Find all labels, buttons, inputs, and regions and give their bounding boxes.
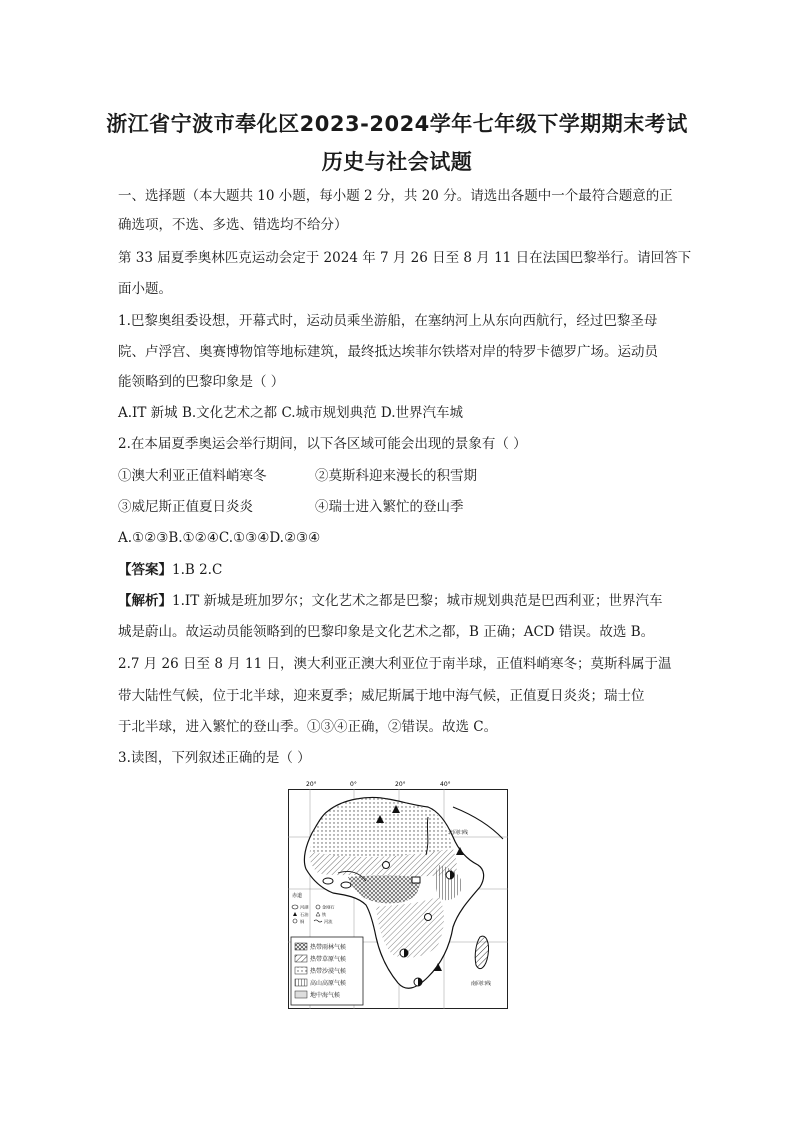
- copper-icon: [412, 877, 420, 883]
- q1-options: A.IT 新城 B.文化艺术之都 C.城市规划典范 D.世界汽车城: [118, 405, 464, 421]
- section-heading-line1: 一、选择题（本大题共 10 小题，每小题 2 分，共 20 分。请选出各题中一个最符合题意的正: [118, 188, 673, 204]
- material-line1: 第 33 届夏季奥林匹克运动会定于 2024 年 7 月 26 日至 8 月 11 日在法国巴黎举行。请回答下: [118, 250, 692, 266]
- africa-climate-map: [288, 777, 508, 1009]
- analysis-line3: 2.7 月 26 日至 8 月 11 日，澳大利亚正澳大利亚位于南半球，正值料峭寒冬；莫斯科属于温: [118, 656, 672, 672]
- analysis-line5: 于北半球，进入繁忙的登山季。①③④正确，②错误。故选 C。: [118, 719, 498, 735]
- q2-stem: 2.在本届夏季奥运会举行期间，以下各区域可能会出现的景象有（ ）: [118, 436, 527, 452]
- legend-iron: 铁: [322, 912, 327, 917]
- q2-options: A.①②③B.①②④C.①③④D.②③④: [118, 530, 321, 546]
- legend-copper: 铜: [300, 919, 305, 924]
- answer-label: 【答案】: [118, 562, 172, 578]
- lake-icon: [323, 878, 333, 884]
- lon-label-40e: 40°: [440, 781, 451, 788]
- legend-lake: 河湖: [300, 904, 309, 910]
- lon-label-20e: 20°: [395, 781, 406, 788]
- analysis-label: 【解析】: [118, 593, 172, 609]
- tropic-north-label: 北回归线: [448, 830, 469, 836]
- q1-line2: 院、卢浮宫、奥赛博物馆等地标建筑，最终抵达埃菲尔铁塔对岸的特罗卡德罗广场。运动员: [118, 344, 658, 360]
- page-title-line1: 浙江省宁波市奉化区2023-2024学年七年级下学期期末考试: [106, 112, 688, 136]
- analysis-line4: 带大陆性气候，位于北半球，迎来夏季；威尼斯属于地中海气候，正值夏日炎炎；瑞士位: [118, 688, 645, 704]
- q2-item1: ①澳大利亚正值料峭寒冬: [118, 468, 267, 484]
- answer-line: [118, 560, 698, 580]
- legend-desert: 热带沙漠气候: [310, 968, 347, 975]
- q1-line1: 1.巴黎奥组委设想，开幕式时，运动员乘坐游船，在塞纳河上从东向西航行，经过巴黎圣母: [118, 313, 658, 329]
- material-line2: 面小题。: [118, 281, 172, 297]
- q3-stem: 3.读图，下列叙述正确的是（ ）: [118, 750, 311, 766]
- lake-icon: [341, 882, 351, 888]
- diamond-icon: [425, 914, 432, 921]
- analysis-line2: 城是蔚山。故运动员能领略到的巴黎印象是文化艺术之都，B 正确；ACD 错误。故选 B。: [118, 624, 655, 640]
- tropic-south-label: 南回归线: [471, 981, 492, 987]
- analysis-text1: 1.IT 新城是班加罗尔；文化艺术之都是巴黎；城市规划典范是巴西利亚；世界汽车: [172, 593, 663, 609]
- answer-text: 1.B 2.C: [172, 562, 223, 578]
- legend-highland: 高山高原气候: [310, 980, 347, 987]
- legend-river: 河流: [324, 919, 333, 924]
- q2-item4: ④瑞士进入繁忙的登山季: [315, 499, 464, 515]
- legend-mediterranean: 地中海气候: [310, 992, 341, 999]
- legend-oil: 石油: [300, 912, 309, 917]
- diamond-icon: [383, 862, 390, 869]
- equator-label: 赤道: [292, 893, 303, 899]
- section-heading-line2: 确选项，不选、多选、错选均不给分）: [118, 217, 348, 233]
- analysis-line1: [118, 591, 698, 611]
- legend-diamond: 金刚石: [322, 904, 335, 910]
- page-title-line2: 历史与社会试题: [321, 150, 473, 174]
- legend-rainforest: 热带雨林气候: [310, 944, 347, 951]
- legend-savanna: 热带草原气候: [310, 956, 347, 963]
- q2-item3: ③威尼斯正值夏日炎炎: [118, 499, 253, 515]
- q1-line3: 能领略到的巴黎印象是（ ）: [118, 374, 285, 390]
- climate-legend: [291, 937, 363, 1005]
- q2-item2: ②莫斯科迎来漫长的积雪期: [315, 468, 477, 484]
- lon-label-20w: 20°: [306, 781, 317, 788]
- lon-label-0: 0°: [350, 781, 357, 788]
